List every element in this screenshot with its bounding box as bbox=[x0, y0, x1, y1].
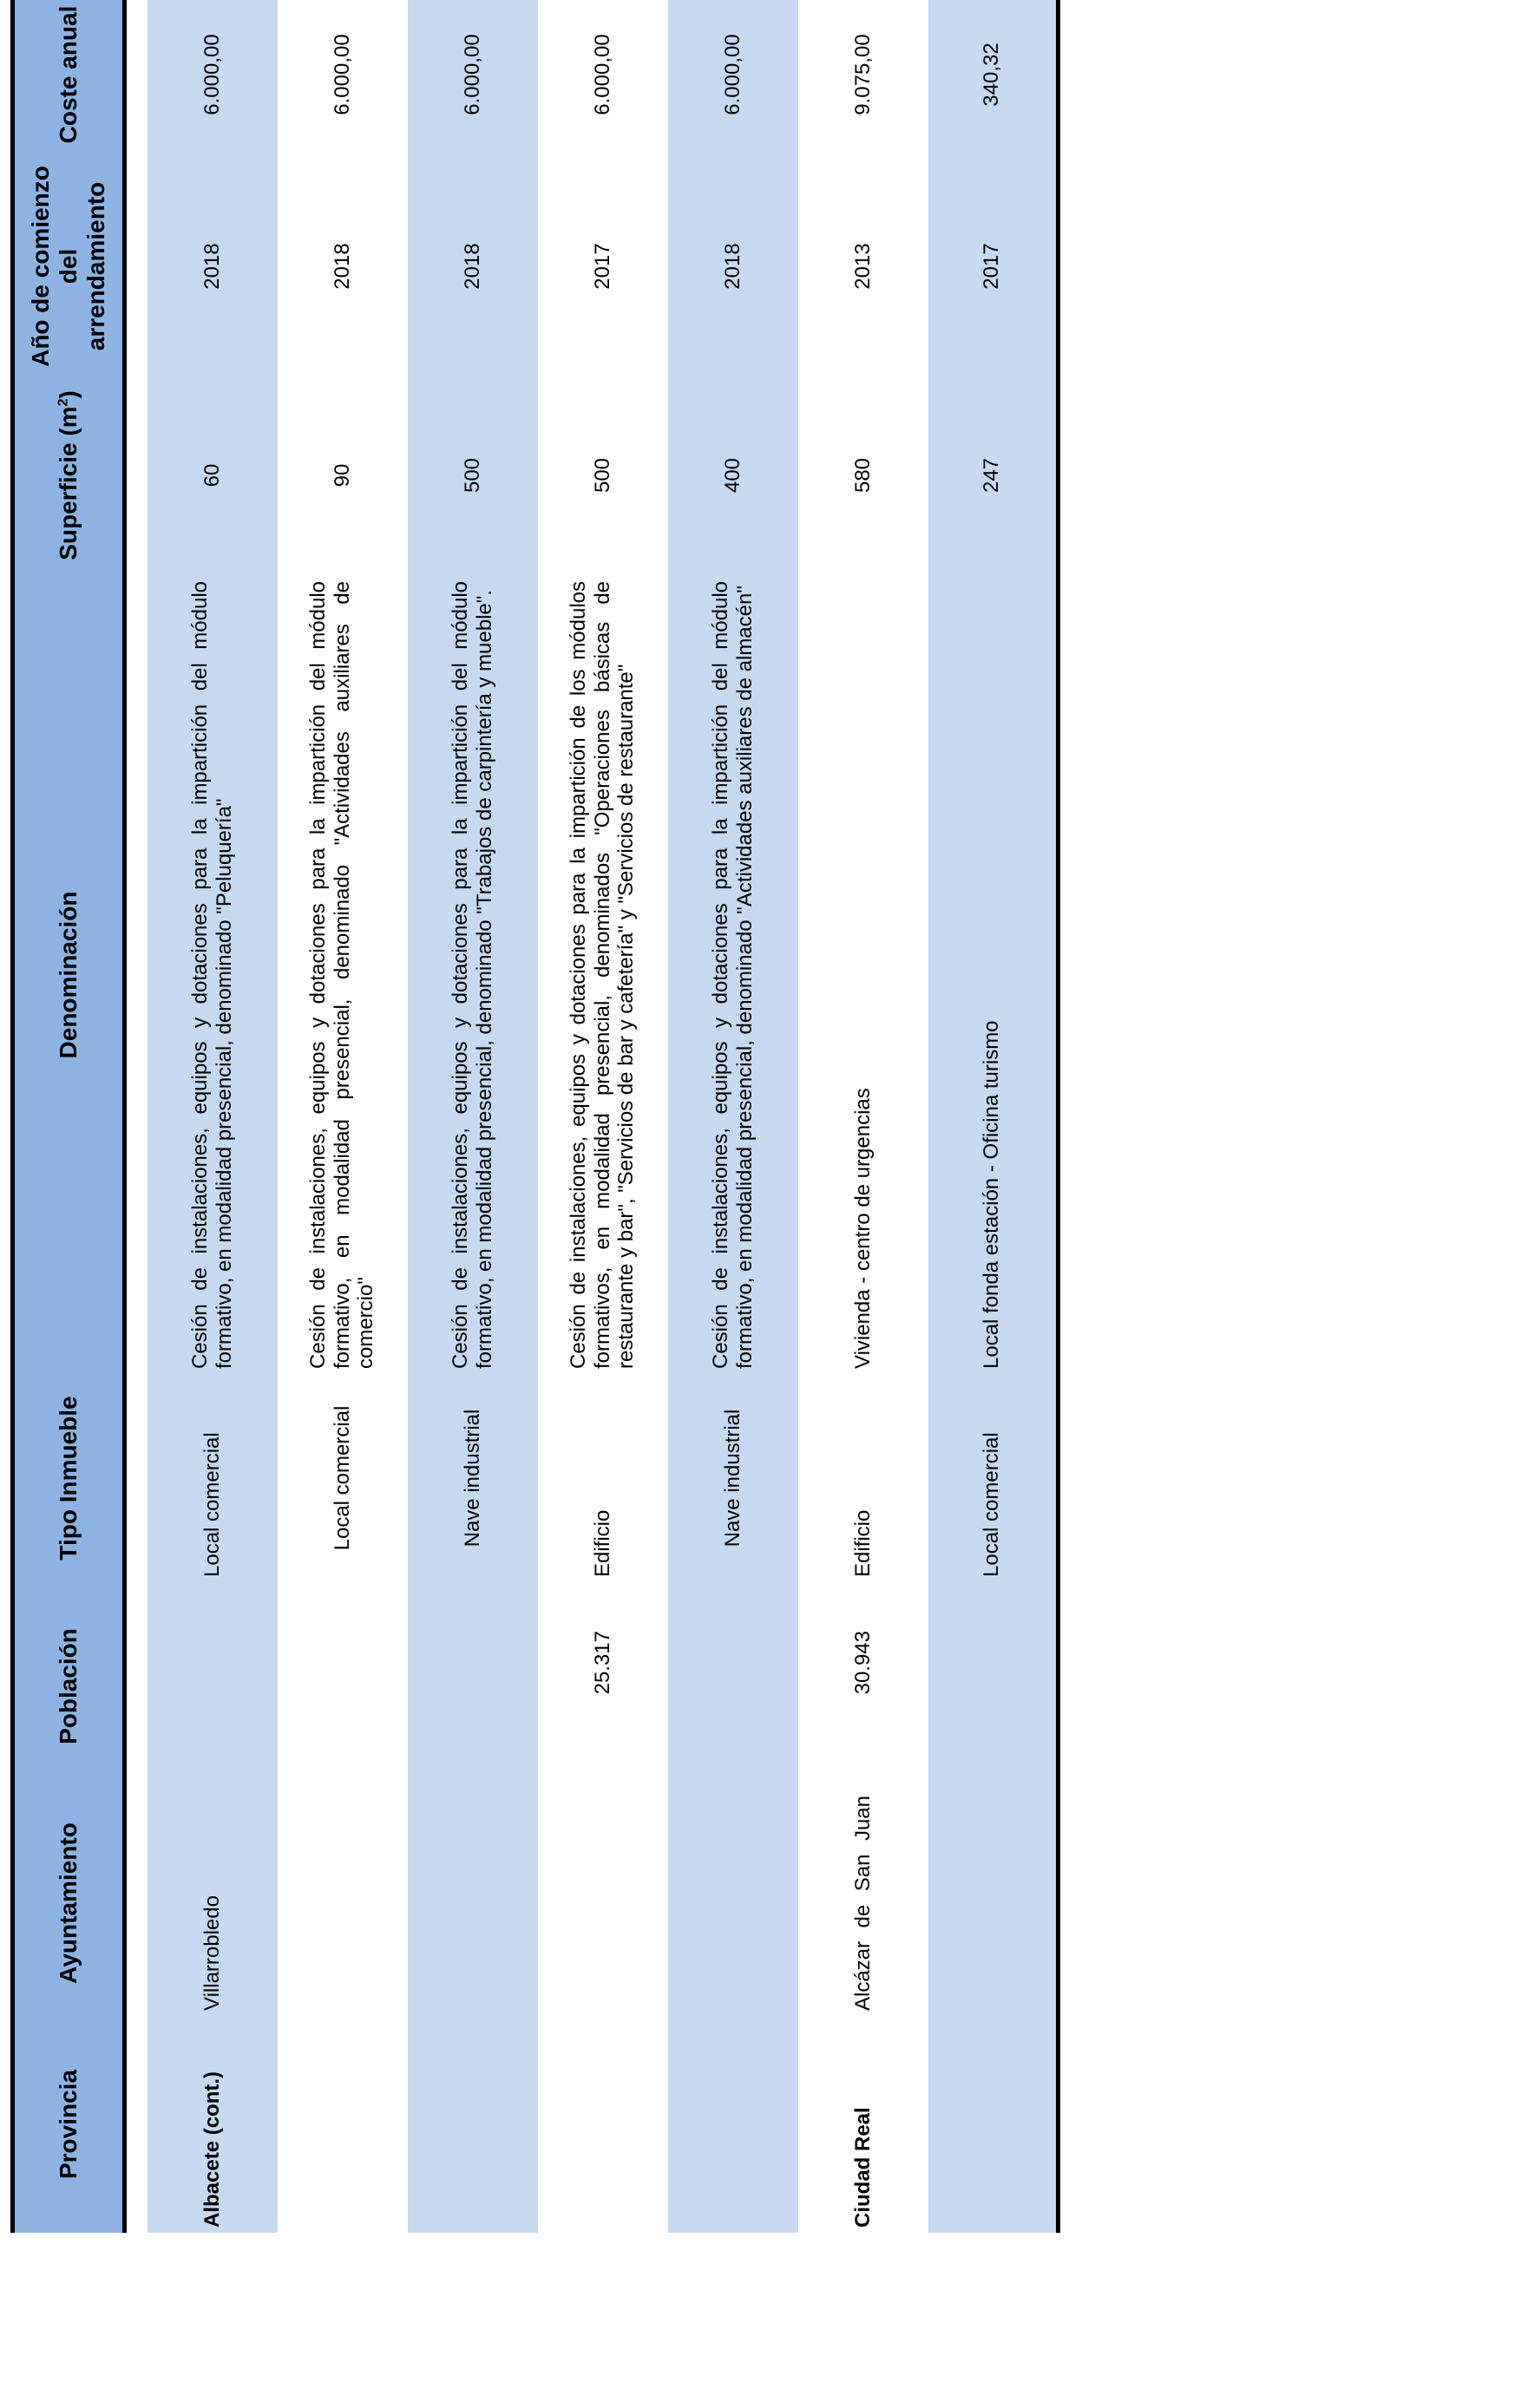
header-denominacion: Denominación bbox=[13, 576, 125, 1374]
cell-provincia bbox=[408, 2016, 538, 2233]
cell-tipo: Nave industrial bbox=[668, 1374, 798, 1582]
cell-anio: 2017 bbox=[590, 243, 614, 290]
cell-coste: 6.000,00 bbox=[408, 0, 538, 158]
cell-coste: 6.000,00 bbox=[148, 0, 278, 158]
header-superficie-text: Superficie (m bbox=[54, 406, 82, 560]
header-tipo-inmueble: Tipo Inmueble bbox=[13, 1374, 125, 1582]
cell-tipo: Edificio bbox=[850, 1509, 875, 1577]
cell-superficie: 500 bbox=[408, 375, 538, 576]
rotated-table-wrapper bbox=[10, 0, 1004, 2233]
table-row bbox=[278, 0, 408, 2233]
cell-ayuntamiento bbox=[928, 1790, 1059, 2016]
cell-ayuntamiento bbox=[668, 1790, 798, 2016]
cell-provincia bbox=[538, 2016, 668, 2233]
cell-ayuntamiento bbox=[408, 1790, 538, 2016]
cell-denominacion: Cesión de instalaciones, equipos y dotaciones para la impartición del módulo formativo, en modalidad presencial, denominado "Actividades auxiliares de almacén" bbox=[668, 576, 798, 1374]
cell-tipo: Edificio bbox=[590, 1509, 614, 1577]
cell-coste: 9.075,00 bbox=[850, 34, 875, 115]
cell-poblacion: 25.317 bbox=[590, 1631, 614, 1695]
cell-ayuntamiento: Villarrobledo bbox=[148, 1790, 278, 2016]
cell-anio: 2018 bbox=[408, 158, 538, 375]
cell-denominacion: Local fonda estación - Oficina turismo bbox=[928, 576, 1059, 1374]
header-coste: Coste anual bbox=[13, 0, 125, 158]
header-ayuntamiento: Ayuntamiento bbox=[13, 1790, 125, 2016]
table-row bbox=[668, 0, 798, 2233]
cell-ayuntamiento: Alcázar de San Juan bbox=[850, 1796, 875, 2011]
cell-denominacion: Cesión de instalaciones, equipos y dotaciones para la impartición de los módulos formativos, en modalidad presencial, denominados "Operaciones básicas de restaurante y bar", "Servicios de bar y cafetería" y "Servicios de restaurante" bbox=[567, 581, 639, 1369]
cell-denominacion: Cesión de instalaciones, equipos y dotaciones para la impartición del módulo formativo, en modalidad presencial, denominado "Trabajos de carpintería y mueble". bbox=[408, 576, 538, 1374]
cell-tipo: Local comercial bbox=[148, 1374, 278, 1582]
cell-denominacion: Cesión de instalaciones, equipos y dotaciones para la impartición del módulo formativo, en modalidad presencial, denominado "Actividades auxiliares de comercio" bbox=[306, 581, 378, 1369]
spacer-cell bbox=[125, 0, 148, 2233]
cell-poblacion bbox=[928, 1582, 1059, 1790]
table-row bbox=[148, 0, 278, 2233]
header-superficie-close: ) bbox=[54, 390, 82, 399]
table-header-row bbox=[13, 0, 125, 2233]
cell-provincia bbox=[278, 2016, 408, 2233]
cell-provincia: Ciudad Real bbox=[850, 2107, 875, 2228]
cell-coste: 340,32 bbox=[928, 0, 1059, 158]
cell-superficie: 247 bbox=[928, 375, 1059, 576]
cell-denominacion: Vivienda - centro de urgencias bbox=[850, 1088, 875, 1369]
cell-coste: 6.000,00 bbox=[668, 0, 798, 158]
cell-tipo: Local comercial bbox=[928, 1374, 1059, 1582]
cell-denominacion: Cesión de instalaciones, equipos y dotaciones para la impartición del módulo formativo, en modalidad presencial, denominado "Peluquería" bbox=[148, 576, 278, 1374]
cell-ayuntamiento bbox=[278, 1790, 408, 2016]
cell-superficie: 500 bbox=[590, 457, 614, 494]
header-provincia: Provincia bbox=[13, 2016, 125, 2233]
cell-poblacion bbox=[148, 1582, 278, 1790]
cell-anio: 2013 bbox=[850, 243, 875, 290]
cell-superficie: 60 bbox=[148, 375, 278, 576]
cell-anio: 2018 bbox=[668, 158, 798, 375]
cell-superficie: 580 bbox=[850, 457, 875, 494]
cell-ayuntamiento bbox=[538, 1790, 668, 2016]
table-row bbox=[408, 0, 538, 2233]
table-row bbox=[798, 0, 928, 2233]
table-row bbox=[538, 0, 668, 2233]
cell-tipo: Nave industrial bbox=[408, 1374, 538, 1582]
cell-poblacion bbox=[278, 1582, 408, 1790]
table-row bbox=[928, 0, 1059, 2233]
cell-coste: 6.000,00 bbox=[330, 34, 354, 115]
header-anio: Año de comienzo del arrendamiento bbox=[13, 158, 125, 375]
spacer-row bbox=[125, 0, 148, 2233]
cell-provincia bbox=[668, 2016, 798, 2233]
cell-superficie: 90 bbox=[330, 463, 354, 487]
cell-poblacion bbox=[668, 1582, 798, 1790]
cell-provincia: Albacete (cont.) bbox=[148, 2016, 278, 2233]
cell-poblacion bbox=[408, 1582, 538, 1790]
cell-poblacion: 30.943 bbox=[850, 1631, 875, 1695]
cell-anio: 2018 bbox=[330, 243, 354, 290]
inmuebles-table bbox=[10, 0, 1060, 2233]
cell-provincia bbox=[928, 2016, 1059, 2233]
cell-anio: 2017 bbox=[928, 158, 1059, 375]
cell-superficie: 400 bbox=[668, 375, 798, 576]
cell-anio: 2018 bbox=[148, 158, 278, 375]
cell-coste: 6.000,00 bbox=[590, 34, 614, 115]
header-superficie-sup: 2 bbox=[56, 398, 71, 407]
cell-tipo: Local comercial bbox=[330, 1405, 354, 1551]
header-superficie bbox=[13, 375, 125, 576]
header-poblacion: Población bbox=[13, 1582, 125, 1790]
